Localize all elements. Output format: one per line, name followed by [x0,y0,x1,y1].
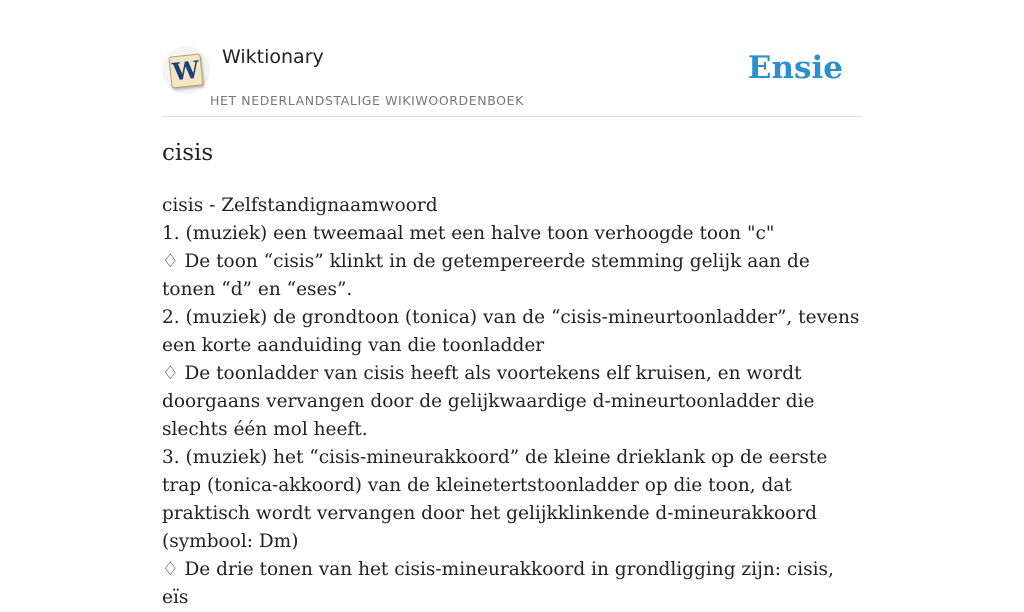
wiktionary-logo[interactable] [162,46,210,94]
page [162,0,862,608]
site-tagline: HET NEDERLANDSTALIGE WIKIWOORDENBOEK [210,93,524,108]
w-tile-icon: W [168,53,203,88]
example-1: ♢ De toon “cisis” klinkt in de getempereerde stemming gelijk aan de tonen “d” en “eses”. [162,251,810,300]
example-2: ♢ De toonladder van cisis heeft als voortekens elf kruisen, en wordt doorgaans vervangen door de gelijkwaardige d-mineurtoonladder die slechts één mol heeft. [162,363,815,440]
definition-1: 1. (muziek) een tweemaal met een halve toon verhoogde toon "c" [162,223,775,244]
entry-content [162,192,862,612]
example-3: ♢ De drie tonen van het cisis-mineurakkoord in grondligging zijn: cisis, eïs [162,559,834,608]
site-name[interactable]: Wiktionary [222,46,324,68]
ensie-brand-logo[interactable]: Ensie [747,50,843,86]
definition-3: 3. (muziek) het “cisis-mineurakkoord” de kleine drieklank op de eerste trap (tonica-akkoord) van de kleinetertstoonladder op die toon, dat praktisch wordt vervangen door het gelijkklinkende d-mineurakkoord (symbool: Dm) [162,447,828,552]
site-header [162,0,862,117]
entry-title: cisis [162,140,214,166]
part-of-speech-line: cisis - Zelfstandignaamwoord [162,195,438,216]
definition-2: 2. (muziek) de grondtoon (tonica) van de “cisis-mineurtoonladder”, tevens een korte aanduiding van die toonladder [162,307,860,356]
